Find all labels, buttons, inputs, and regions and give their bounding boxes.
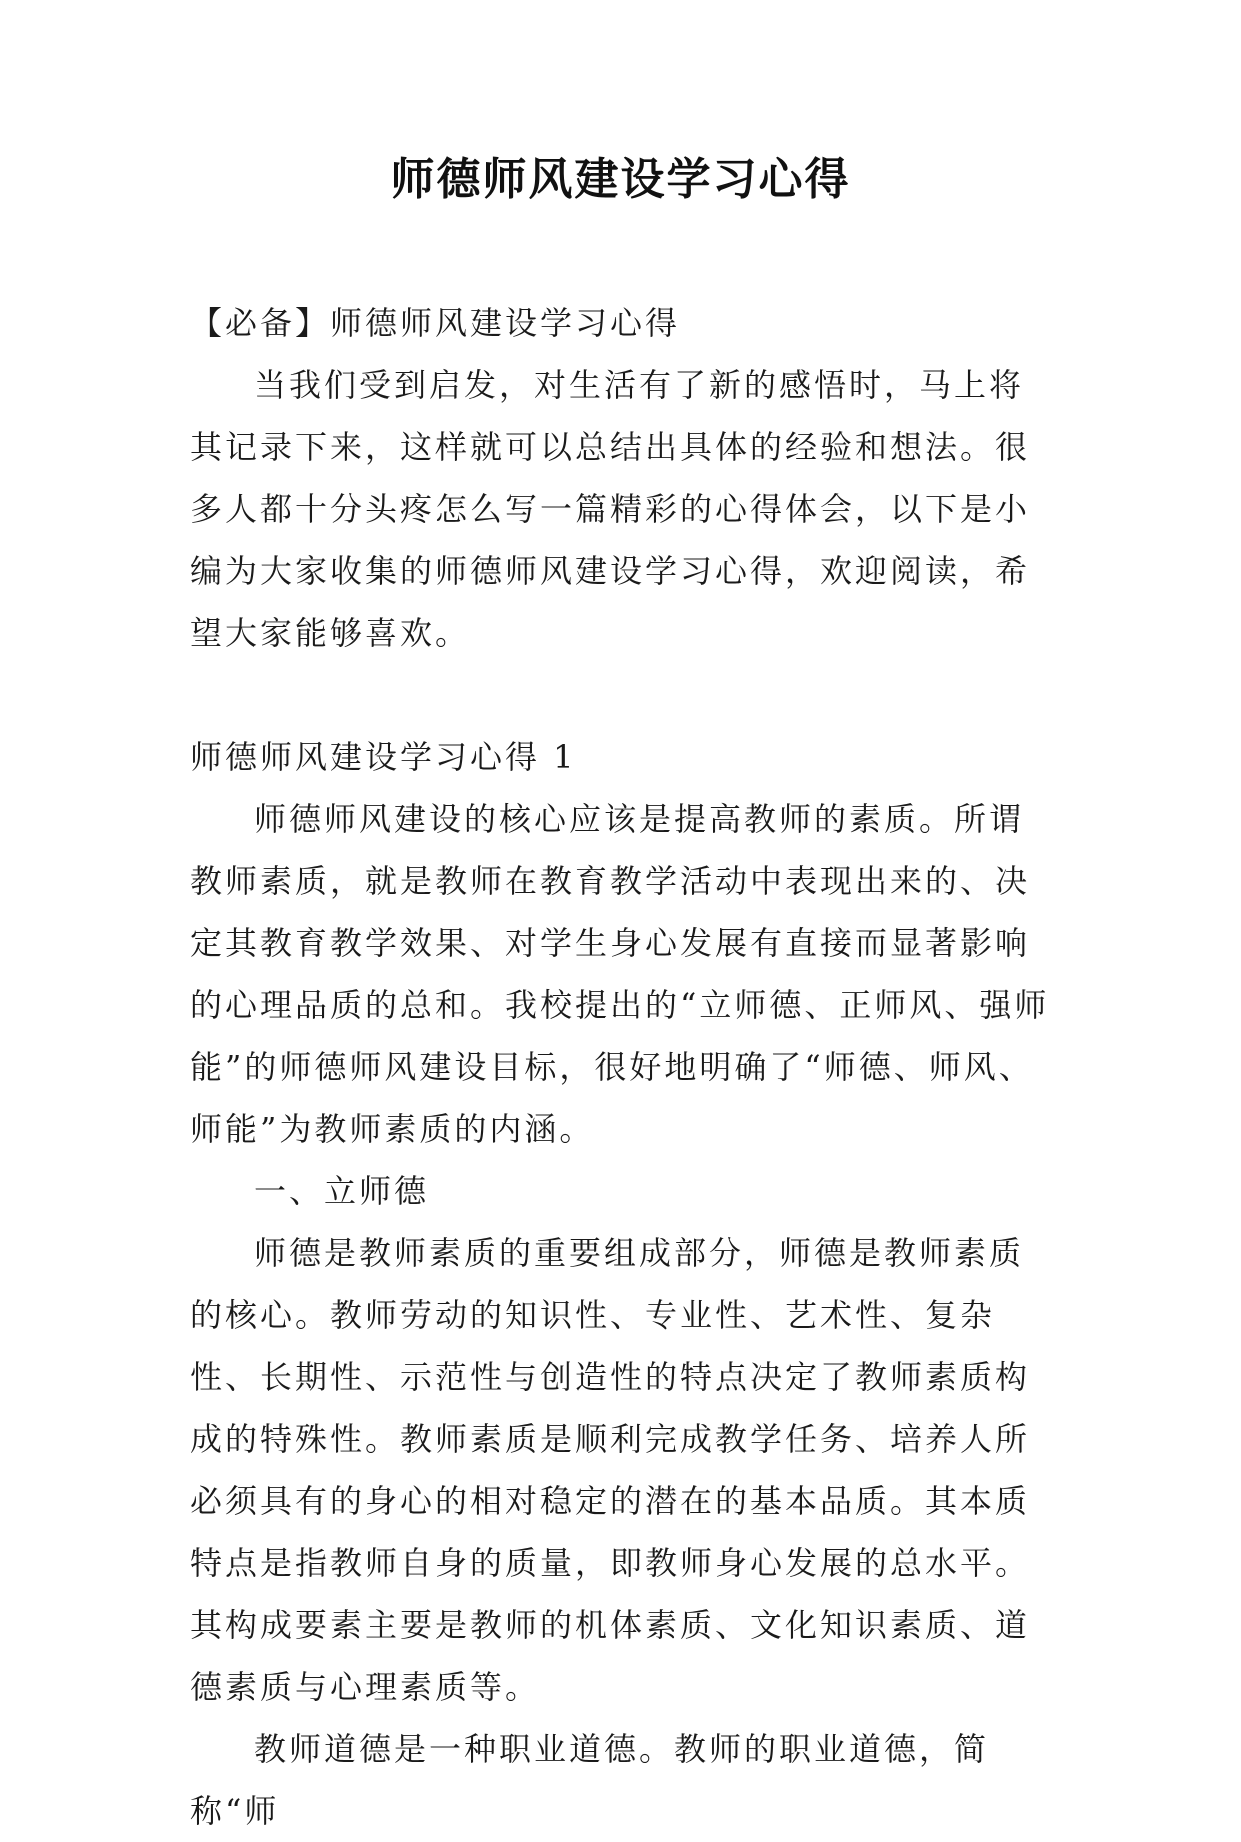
subsection-heading: 一、立师德 [254, 1172, 430, 1210]
body-paragraph: 师德是教师素质的重要组成部分，师德是教师素质的核心。教师劳动的知识性、专业性、艺术性、复杂性、长期性、示范性与创造性的特点决定了教师素质构成的特殊性。教师素质是顺利完成教学任务、培养人所必须具有的身心的相对稳定的潜在的基本品质。其本质特点是指教师自身的质量，即教师身心发展的总水平。其构成要素主要是教师的机体素质、文化知识素质、道德素质与心理素质等。 [190, 1234, 1031, 1706]
intro-paragraph: 当我们受到启发，对生活有了新的感悟时，马上将其记录下来，这样就可以总结出具体的经验和想法。很多人都十分头疼怎么写一篇精彩的心得体会，以下是小编为大家收集的师德师风建设学习心得，欢迎阅读，希望大家能够喜欢。 [190, 366, 1031, 652]
document-body [190, 292, 1050, 1842]
section-heading: 师德师风建设学习心得 1 [190, 738, 577, 776]
body-paragraph: 师德师风建设的核心应该是提高教师的素质。所谓教师素质，就是教师在教育教学活动中表现出来的、决定其教育教学效果、对学生身心发展有直接而显著影响的心理品质的总和。我校提出的“立师德、正师风、强师能”的师德师风建设目标，很好地明确了“师德、师风、师能”为教师素质的内涵。 [190, 800, 1050, 1148]
document-title: 师德师风建设学习心得 [390, 154, 851, 205]
subtitle-line: 【必备】师德师风建设学习心得 [190, 304, 681, 342]
body-paragraph: 教师道德是一种职业道德。教师的职业道德，简称“师 [190, 1730, 990, 1830]
